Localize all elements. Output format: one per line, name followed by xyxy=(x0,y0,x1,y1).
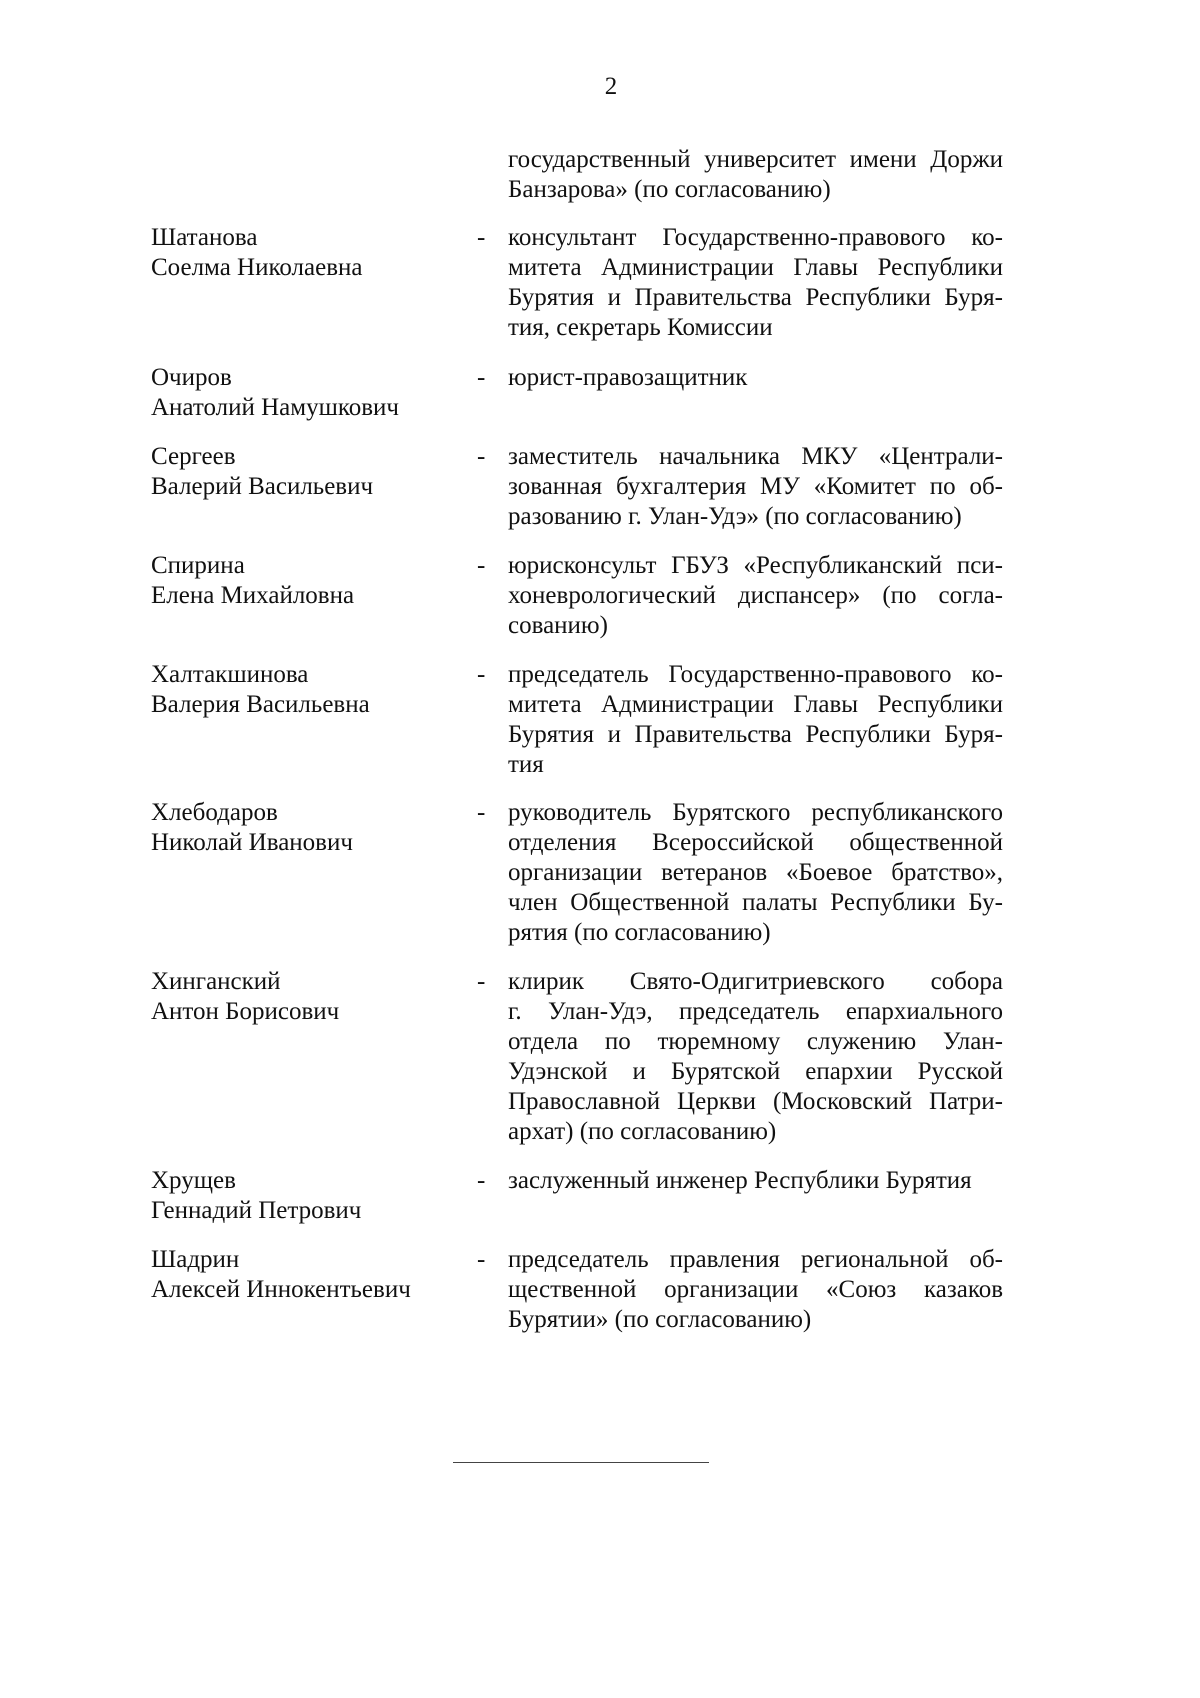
member-position-line: зованная бухгалтерия МУ «Комитет по об- xyxy=(508,473,1003,500)
member-surname: Хлебодаров xyxy=(151,799,278,826)
entry-dash: - xyxy=(477,1167,486,1194)
entry-dash: - xyxy=(477,661,486,688)
member-given-names: Валерий Васильевич xyxy=(151,473,374,500)
entry-dash: - xyxy=(477,968,486,995)
member-surname: Сергеев xyxy=(151,443,236,470)
member-position-line: г. Улан-Удэ, председатель епархиального xyxy=(508,998,1003,1025)
member-surname: Хинганский xyxy=(151,968,281,995)
member-position-line: председатель Государственно-правового ко- xyxy=(508,661,1003,688)
member-position-line: отдела по тюремному служению Улан- xyxy=(508,1028,1003,1055)
member-position-line: отделения Всероссийской общественной xyxy=(508,829,1003,856)
member-position-line: клирик Свято-Одигитриевского собора xyxy=(508,968,1003,995)
member-position-line: Бурятия и Правительства Республики Буря- xyxy=(508,721,1003,748)
entry-dash: - xyxy=(477,1246,486,1273)
member-surname: Очиров xyxy=(151,364,232,391)
entry-dash: - xyxy=(477,443,486,470)
member-position-line: щественной организации «Союз казаков xyxy=(508,1276,1003,1303)
member-position-line: Православной Церкви (Московский Патри- xyxy=(508,1088,1003,1115)
member-position-line: консультант Государственно-правового ко- xyxy=(508,224,1003,251)
continuation-line: государственный университет имени Доржи xyxy=(508,146,1003,173)
member-given-names: Геннадий Петрович xyxy=(151,1197,362,1224)
member-given-names: Валерия Васильевна xyxy=(151,691,370,718)
member-position-line: митета Администрации Главы Республики xyxy=(508,691,1003,718)
member-given-names: Николай Иванович xyxy=(151,829,353,856)
member-position-line: Бурятии» (по согласованию) xyxy=(508,1306,812,1333)
member-position-line: юрисконсульт ГБУЗ «Республиканский пси- xyxy=(508,552,1003,579)
member-position-line: митета Администрации Главы Республики xyxy=(508,254,1003,281)
member-position-line: Удэнской и Бурятской епархии Русской xyxy=(508,1058,1003,1085)
member-position-line: юрист-правозащитник xyxy=(508,364,748,391)
member-position-line: руководитель Бурятского республиканского xyxy=(508,799,1003,826)
member-position-line: член Общественной палаты Республики Бу- xyxy=(508,889,1003,916)
member-given-names: Антон Борисович xyxy=(151,998,340,1025)
member-position-line: сованию) xyxy=(508,612,608,639)
member-position-line: организации ветеранов «Боевое братство», xyxy=(508,859,1003,886)
entry-dash: - xyxy=(477,364,486,391)
member-position-line: архат) (по согласованию) xyxy=(508,1118,777,1145)
member-position-line: заместитель начальника МКУ «Централи- xyxy=(508,443,1003,470)
member-surname: Халтакшинова xyxy=(151,661,309,688)
page-number: 2 xyxy=(604,73,618,100)
continuation-line: Банзарова» (по согласованию) xyxy=(508,176,831,203)
member-surname: Хрущев xyxy=(151,1167,236,1194)
entry-dash: - xyxy=(477,224,486,251)
end-separator-line xyxy=(453,1462,709,1463)
member-surname: Шатанова xyxy=(151,224,258,251)
member-position-line: тия xyxy=(508,751,544,778)
member-surname: Шадрин xyxy=(151,1246,240,1273)
entry-dash: - xyxy=(477,552,486,579)
member-given-names: Соелма Николаевна xyxy=(151,254,363,281)
member-position-line: председатель правления региональной об- xyxy=(508,1246,1003,1273)
entry-dash: - xyxy=(477,799,486,826)
member-position-line: тия, секретарь Комиссии xyxy=(508,314,773,341)
member-given-names: Елена Михайловна xyxy=(151,582,355,609)
member-position-line: заслуженный инженер Республики Бурятия xyxy=(508,1167,972,1194)
member-position-line: рятия (по согласованию) xyxy=(508,919,771,946)
member-position-line: Бурятия и Правительства Республики Буря- xyxy=(508,284,1003,311)
member-position-line: разованию г. Улан-Удэ» (по согласованию) xyxy=(508,503,962,530)
member-surname: Спирина xyxy=(151,552,245,579)
member-position-line: хоневрологический диспансер» (по согла- xyxy=(508,582,1003,609)
member-given-names: Алексей Иннокентьевич xyxy=(151,1276,411,1303)
member-given-names: Анатолий Намушкович xyxy=(151,394,399,421)
